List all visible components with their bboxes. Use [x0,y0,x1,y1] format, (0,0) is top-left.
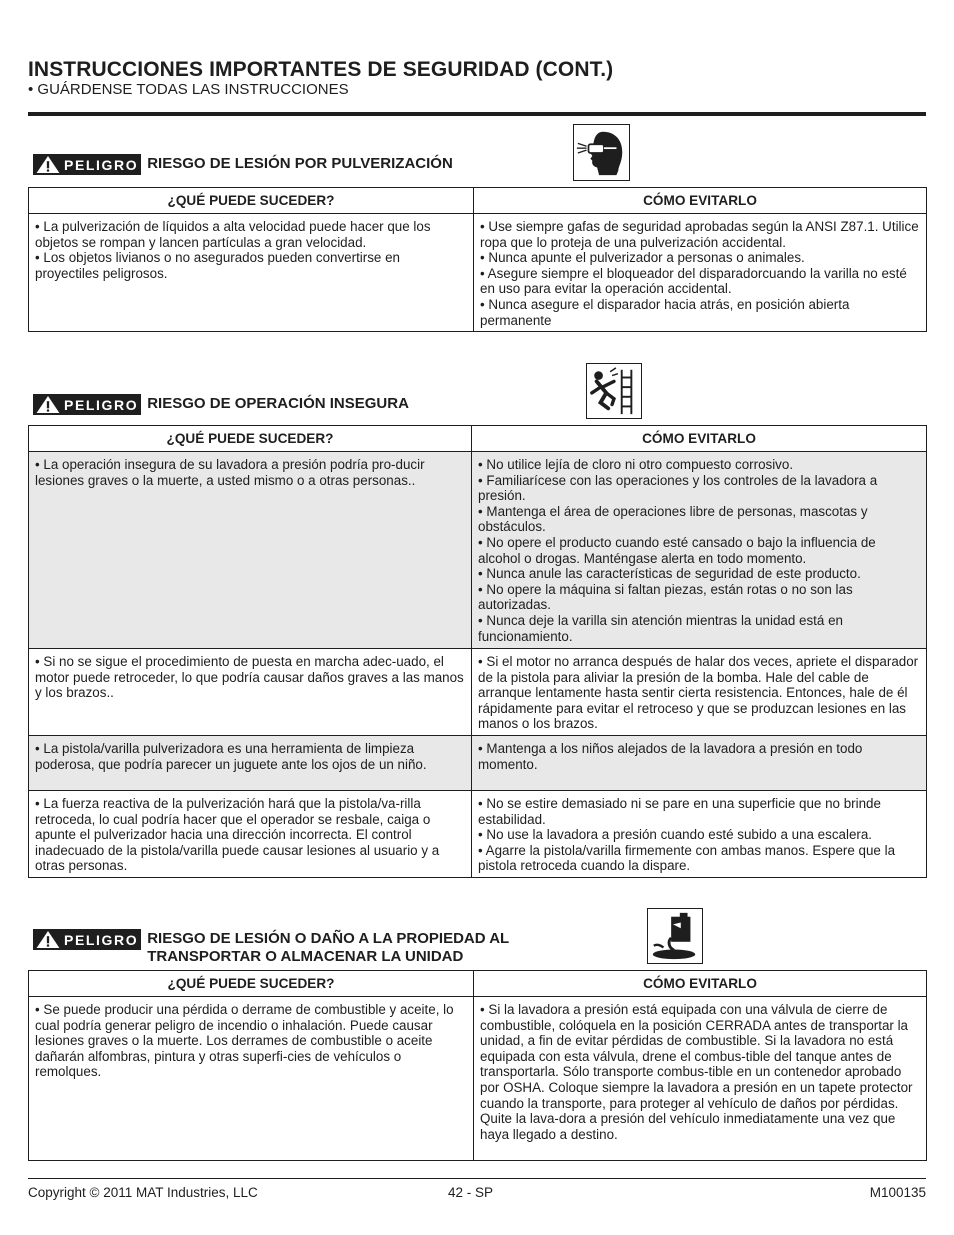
safety-glasses-icon [573,124,630,181]
page-title: INSTRUCCIONES IMPORTANTES DE SEGURIDAD (CONT.) [28,58,614,81]
danger-label: PELIGRO [64,396,139,413]
section-title [147,154,453,173]
table-header-row [29,426,927,452]
danger-badge [33,929,141,950]
list-item: • Agarre la pistola/varilla firmemente con ambas manos. Espere que la pistola retroceda cuando la dispare. [478,842,896,874]
list-item: • No opere el producto cuando esté cansado o bajo la influencia de alcohol o drogas. Manténgase alerta en todo momento. [478,534,876,566]
column-header-what: ¿QUÉ PUEDE SUCEDER? [29,971,474,997]
table-row [29,790,927,877]
list-item: • Use siempre gafas de seguridad aprobadas según la ANSI Z87.1. Utilice ropa que lo proteja de una pulverización accidental. [480,219,919,250]
table-row [29,214,927,332]
footer-page-number: 42 - SP [448,1185,494,1200]
hazard-table-transport [28,970,927,1161]
footer-copyright: Copyright © 2011 MAT Industries, LLC [28,1185,258,1200]
section-title-line: RIESGO DE LESIÓN O DAÑO A LA PROPIEDAD AL [147,930,510,947]
list-item: • Nunca apunte el pulverizador a personas o animales. [480,250,805,266]
danger-badge [33,394,141,415]
section-title-line: TRANSPORTAR O ALMACENAR LA UNIDAD [147,948,464,965]
list-item: • Se puede producir una pérdida o derrame de combustible y aceite, lo cual podría generar peligro de incendio o inhalación. Puede causar lesiones graves o la muerte. Los derrames de combustible o aceite dañarán alfombras, pintura y otras superfi-cies de vehículos o remolques. [35,1002,454,1080]
column-header-how: CÓMO EVITARLO [472,426,927,452]
footer-doc-code: M100135 [869,1185,926,1200]
ladder-fall-icon [586,363,642,419]
danger-label: PELIGRO [64,931,139,948]
page-subtitle: • GUÁRDENSE TODAS LAS INSTRUCCIONES [28,81,349,98]
table-row [29,997,927,1161]
column-header-what: ¿QUÉ PUEDE SUCEDER? [29,188,474,214]
hazard-table-unsafe-operation [28,425,927,878]
warning-triangle-icon [35,930,61,949]
how-cell [472,790,927,877]
hazard-table-spray [28,187,927,332]
danger-label: PELIGRO [64,156,139,173]
how-cell [472,452,927,649]
list-item: • Si no se sigue el procedimiento de puesta en marcha adec-uado, el motor puede retroceder, lo que podría causar daños graves a las manos y los brazos.. [35,654,464,701]
list-item: • Nunca deje la varilla sin atención mientras la unidad está en funcionamiento. [478,612,843,644]
how-cell [472,649,927,736]
section-spray-injury-heading [33,154,453,175]
table-row [29,649,927,736]
section-title [147,929,509,966]
how-cell [474,214,927,332]
list-item: • No use la lavadora a presión cuando esté subido a una escalera. [478,827,873,843]
list-item: • Nunca anule las características de seguridad de este producto. [478,566,861,582]
danger-badge [33,154,141,175]
section-unsafe-operation-heading [33,394,409,415]
warning-triangle-icon [35,155,61,174]
list-item: • La pulverización de líquidos a alta velocidad puede hacer que los objetos se rompan y lancen partículas a gran velocidad. [35,219,431,250]
list-item: • La pistola/varilla pulverizadora es una herramienta de limpieza poderosa, que podría parecer un juguete ante los ojos de un niño. [35,740,427,772]
what-cell [29,214,474,332]
warning-triangle-icon [35,395,61,414]
list-item: • La operación insegura de su lavadora a presión podría pro-ducir lesiones graves o la muerte, a usted mismo o a otras personas.. [35,457,425,488]
header-divider [28,112,926,116]
page-header [28,58,926,98]
section-transport-heading [33,929,509,966]
list-item: • Los objetos livianos o no asegurados pueden convertirse en proyectiles peligrosos. [35,250,400,281]
list-item: • Si la lavadora a presión está equipada con una válvula de cierre de combustible, colóquela en la posición CERRADA antes de transportar la unidad, a fin de evitar pérdidas de combustible. Si la lavadora no está equipada con esta válvula, drene el combus-tible del tanque antes de transportarla. Sólo transporte combus-tible en un contenedor aprobado por OSHA. Coloque siempre la lavadora a presión en un tapete protector cuando la transporte, para proteger al vehículo de daños por pérdidas. Quite la lava-dora a presión del vehículo inmediatamente una vez que haya llegado a destino. [480,1002,913,1142]
list-item: • Asegure siempre el bloqueador del disparadorcuando la varilla no esté en uso para evitar la operación accidental. [480,265,907,297]
table-header-row [29,971,927,997]
column-header-how: CÓMO EVITARLO [474,188,927,214]
list-item: • No se estire demasiado ni se pare en una superficie que no brinde estabilidad. [478,795,881,827]
list-item: • Mantenga el área de operaciones libre de personas, mascotas y obstáculos. [478,503,868,535]
fuel-spill-icon [647,908,703,964]
list-item: • Familiarícese con las operaciones y los controles de la lavadora a presión. [478,472,878,504]
how-cell [474,997,927,1161]
what-cell [29,649,472,736]
section-title [147,394,409,413]
column-header-what: ¿QUÉ PUEDE SUCEDER? [29,426,472,452]
table-row [29,452,927,649]
how-cell [472,735,927,790]
column-header-how: CÓMO EVITARLO [474,971,927,997]
list-item: • No opere la máquina si faltan piezas, están rotas o no son las autorizadas. [478,581,853,613]
footer-divider [28,1178,926,1179]
list-item: • Mantenga a los niños alejados de la lavadora a presión en todo momento. [478,740,863,772]
list-item: • Si el motor no arranca después de halar dos veces, apriete el disparador de la pistola para aliviar la presión de la bomba. Hale del cable de arranque lentamente hasta sentir cierta resistencia. Entonces, hale de él rápidamente para evitar el retroceso y que se produzcan lesiones en las manos o los brazos. [478,654,919,732]
section-title-line: RIESGO DE OPERACIÓN INSEGURA [147,395,409,412]
what-cell [29,452,472,649]
list-item: • Nunca asegure el disparador hacia atrás, en posición abierta permanente [480,296,850,328]
list-item: • La fuerza reactiva de la pulverización hará que la pistola/va-rilla retroceda, lo cual podría hacer que el operador se resbale, caiga o apunte el pulverizador hacia una dirección incorrecta. El control inadecuado de la pistola/varilla puede causar lesiones al usuario y a otras personas. [35,795,440,874]
table-row [29,735,927,790]
section-title-line: RIESGO DE LESIÓN POR PULVERIZACIÓN [147,155,453,172]
what-cell [29,735,472,790]
table-header-row [29,188,927,214]
what-cell [29,997,474,1161]
what-cell [29,790,472,877]
list-item: • No utilice lejía de cloro ni otro compuesto corrosivo. [478,457,794,472]
